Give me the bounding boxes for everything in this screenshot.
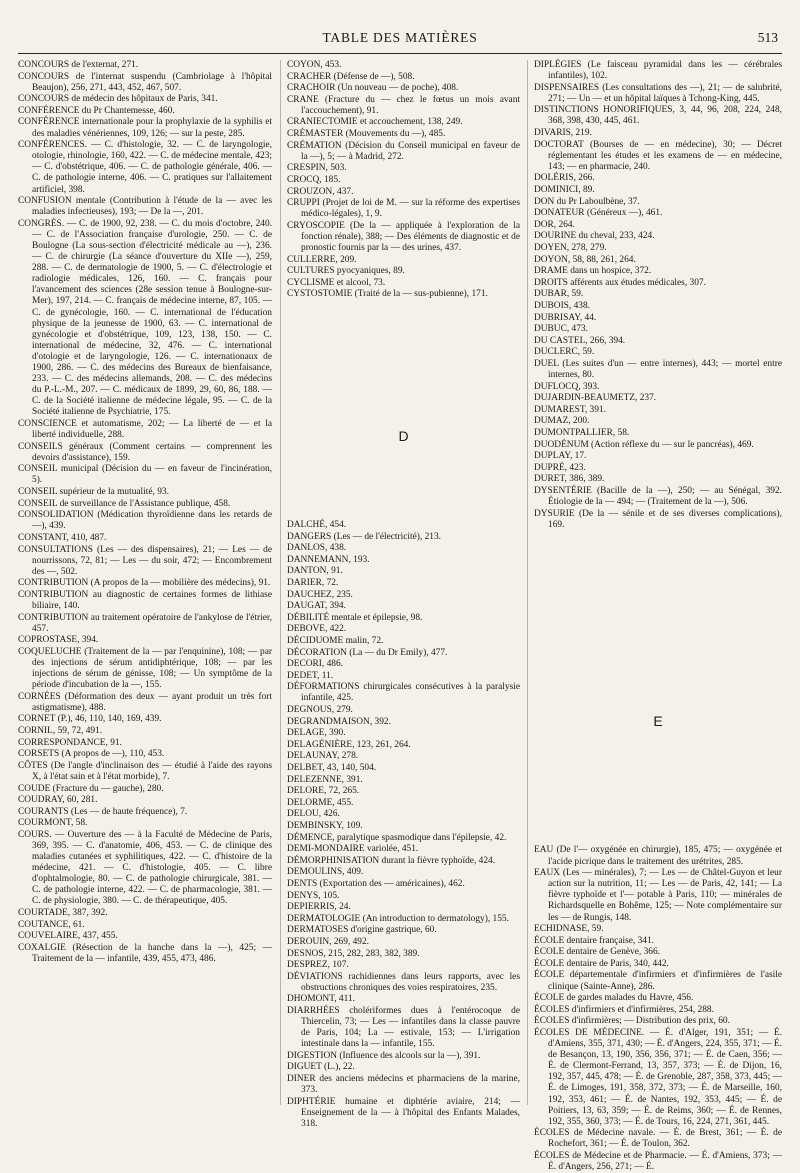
index-entry: DIGUET (L.), 22. [287, 1062, 355, 1073]
index-entry: COURS. — Ouverture des — à la Faculté de Médecine de Paris, 369, 395. — C. d'anatomie, 406, 453. — C. de clinique des maladies cutanées et syphilitiques, 422. — C. d'histoire de la médecine, 421. — C. d'histologie, 405. — C. libre d'ophtalmologie, 80. — C. de pathologie chirurgicale, 381. — C. de pathologie interne, 422. — C. de pharmacologie, 381. — C. de physiologie, 380. — C. de thérapeutique, 405. [18, 829, 272, 907]
index-entry: DIGESTION (Influence des alcools sur la —), 391. [287, 1050, 481, 1061]
index-entry: DUPRÉ, 423. [534, 462, 586, 473]
index-entry: COUTANCE, 61. [18, 919, 85, 930]
index-entry: DUFLOCQ, 393. [534, 381, 600, 392]
index-entry: DOYON, 58, 88, 261, 264. [534, 254, 636, 265]
index-entry: DRAME dans un hospice, 372. [534, 266, 652, 277]
index-entry: DOCTORAT (Bourses de — en médecine), 30; — Décret réglementant les études et les examens de — en médecine, 143; — en pharmacie, 240. [534, 139, 782, 172]
index-entry: CONSEIL supérieur de la mutualité, 93. [18, 487, 169, 498]
page-header [18, 30, 782, 48]
index-entry: DONATEUR (Généreux —), 461. [534, 208, 663, 219]
index-entry: DEMBINSKY, 109. [287, 821, 363, 831]
index-column-3 [527, 60, 782, 1173]
index-entry: DUBRISAY, 44. [534, 312, 597, 323]
index-entry: DUCLERC, 59. [534, 347, 595, 358]
header-rule [18, 53, 782, 54]
index-entry: ÉCOLES d'infirmières; — Distribution des prix, 60. [534, 1016, 730, 1027]
index-entry: ÉCOLES d'infirmiers et d'infirmières, 254, 288. [534, 1004, 714, 1015]
index-entry: DAUGAT, 394. [287, 601, 346, 612]
index-entry: CONTRIBUTION au traitement opératoire de l'ankylose de l'étrier, 457. [18, 612, 272, 634]
index-entry: CYCLISME et alcool, 73. [287, 277, 386, 288]
index-entry: CRESPIN, 503. [287, 163, 347, 174]
index-entry: CORNIL, 59, 72, 491. [18, 726, 103, 737]
index-entry: CONSOLIDATION (Médication thyroïdienne dans les retards de —), 439. [18, 510, 272, 532]
index-entry: DON du Pr Laboulbène, 37. [534, 196, 640, 207]
index-column-1 [18, 60, 272, 1105]
index-entry: DÉFORMATIONS chirurgicales consécutives à la paralysie infantile, 425. [287, 682, 520, 704]
index-entry: DOYEN, 278, 279. [534, 243, 607, 253]
index-entry: CONTRIBUTION (A propos de la — mobilière des médecins), 91. [18, 578, 271, 589]
index-entry: CONFÉRENCE internationale pour la prophylaxie de la syphilis et des maladies vénériennes, 109, 126; — sur la peste, 285. [18, 117, 272, 139]
index-entry: DEMI-MONDAIRE variolée, 451. [287, 844, 419, 855]
index-entry: DUBAR, 59. [534, 289, 584, 300]
running-title: TABLE DES MATIÈRES [322, 30, 478, 45]
index-entry: DAUCHEZ, 235. [287, 589, 353, 600]
index-entry: COPROSTASE, 394. [18, 635, 99, 646]
index-entry: DANNEMANN, 193. [287, 554, 370, 565]
page-number: 513 [757, 30, 778, 45]
index-entry: DEDET, 11. [287, 670, 334, 681]
index-entry: DUMAZ, 200. [534, 416, 590, 427]
index-entry: CYSTOSTOMIE (Traité de la — sus-pubienne), 171. [287, 289, 488, 300]
index-entry: DANTON, 91. [287, 566, 343, 577]
index-entry: DIPHTÉRIE humaine et diphtérie aviaire, 214; — Enseignement de la — à l'hôpital des Enfants Malades, 318. [287, 1096, 520, 1129]
index-entry: COURMONT, 58. [18, 818, 88, 829]
index-entry: CORSETS (A propos de —), 110, 453. [18, 749, 165, 760]
index-entry: CULTURES pyocyaniques, 89. [287, 266, 405, 277]
index-entry: DANLOS, 438. [287, 543, 347, 554]
section-letter-heading: D [398, 427, 409, 444]
index-entry: CRUPPI (Projet de loi de M. — sur la réforme des expertises médico-légales), 1, 9. [287, 198, 520, 220]
index-entry: DÉMORPHINISATION durant la fièvre typhoïde, 424. [287, 855, 496, 866]
index-entry: COUDE (Fracture du — gauche), 280. [18, 783, 164, 794]
index-entry: CORRESPONDANCE, 91. [18, 737, 122, 748]
index-entry: DROITS afférents aux études médicales, 307. [534, 277, 706, 288]
index-entry: DUODÉNUM (Action réflexe du — sur le pancréas), 469. [534, 439, 754, 450]
index-entry: DUBOIS, 438. [534, 300, 590, 311]
index-entry: CONSEIL municipal (Décision du — en faveur de l'incinération, 5). [18, 464, 272, 486]
index-entry: CROCQ, 185. [287, 174, 341, 185]
index-entry: DOR, 264. [534, 219, 575, 230]
index-entry: CONCOURS de médecin des hôpitaux de Paris, 341. [18, 94, 218, 105]
index-entry: COQUELUCHE (Traitement de la — par l'enquinine), 108; — par des injections de sérum antidiphtérique, 108; — par les injections de sérum de génisse, 108; — Un symptôme de la période d'incubation de la —, 155. [18, 646, 272, 691]
index-entry: DELORME, 455. [287, 797, 354, 808]
index-entry: DÉVIATIONS rachidiennes dans leurs rapports, avec les obstructions chroniques des voies respiratoires, 235. [287, 971, 520, 993]
index-entry: DENTS (Exportation des — américaines), 462. [287, 878, 465, 889]
index-entry: CRANE (Fracture du — chez le fœtus un mois avant l'accouchement), 91. [287, 94, 520, 116]
index-entry: DIVARIS, 219. [534, 128, 592, 139]
index-entry: DHOMONT, 411. [287, 994, 355, 1005]
index-entry: CONSEILS généraux (Comment certains — comprennent les devoirs d'assistance), 159. [18, 441, 272, 463]
index-entry: DISTINCTIONS HONORIFIQUES, 3, 44, 96, 208, 224, 248, 368, 398, 430, 445, 461. [534, 105, 782, 127]
index-entry: ÉCOLES DE MÉDECINE. — É. d'Alger, 191, 351; — É. d'Amiens, 355, 371, 430; — É. d'Angers, 224, 355, 371; — É. de Besançon, 13, 190, 356, 356, 371; — É. de Caen, 356; — É. de Clermont-Ferrand, 13, 357, 373; — É. de Dijon, 16, 192, 357, 445, 478; — É. de Grenoble, 287, 358, 373, 445; — É. de Limoges, 191, 358, 372, 373; — É. de Marseille, 160, 192, 353, 461; — É. de Nantes, 192, 353, 445; — É. de Poitiers, 13, 63, 359; — É. de Reims, 360; — É. de Rennes, 192, 355, 360, 373; — É. de Tours, 16, 224, 271, 361, 445. [534, 1027, 782, 1127]
index-entry: DEGRANDMAISON, 392. [287, 716, 391, 727]
index-entry: DUMONTPALLIER, 58. [534, 428, 630, 438]
index-entry: DENYS, 105. [287, 890, 340, 901]
index-column-2 [280, 60, 520, 1129]
index-entry: DÉBILITÉ mentale et épilepsie, 98. [287, 612, 423, 623]
index-entry: DÉCIDUOME malin, 72. [287, 636, 384, 646]
index-entry: ÉCOLE dentaire de Genève, 366. [534, 947, 660, 958]
index-entry: CRACHER (Défense de —), 508. [287, 71, 415, 82]
index-entry: CONCOURS de l'internat suspendu (Cambriolage à l'hôpital Beaujon), 256, 271, 443, 452, 467, 507. [18, 71, 272, 93]
index-entry: DYSENTÉRIE (Bacille de la —), 250; — au Sénégal, 392. Étiologie de la — 494; — (Traitement de la —), 506. [534, 485, 782, 508]
index-entry: CONSCIENCE et automatisme, 202; — La liberté de — et la liberté individuelle, 288. [18, 419, 272, 441]
index-entry: DISPENSAIRES (Les consultations des —), 21; — de salubrité, 271; — Un — et un hôpital laïques à Tchong-King, 445. [534, 82, 782, 104]
index-entry: DOMINICI, 89. [534, 185, 595, 196]
index-entry: DEGNOUS, 279. [287, 705, 353, 716]
index-entry: DÉMENCE, paralytique spasmodique dans l'épilepsie, 42. [287, 832, 507, 843]
index-entry: DELEZENNE, 391. [287, 774, 363, 785]
index-entry: CORNÉES (Déformation des deux — ayant produit un très fort astigmatisme), 488. [18, 691, 272, 713]
index-entry: DELAGÉNIÈRE, 123, 261, 264. [287, 739, 411, 750]
index-entry: ECHIDNASE, 59. [534, 924, 604, 935]
index-entry: CRÉMATION (Décision du Conseil municipal en faveur de la —), 5; — à Madrid, 272. [287, 140, 520, 162]
index-entry: COUDRAY, 60, 281. [18, 795, 98, 806]
index-entry: DOURINE du cheval, 233, 424. [534, 231, 655, 242]
index-entry: CÔTES (De l'angle d'inclinaison des — étudié à l'aide des rayons X, à l'état sain et à l'état morbide), 7. [18, 760, 272, 782]
index-entry: DEMOULINS, 409. [287, 867, 364, 878]
index-entry: DEPIERRIS, 24. [287, 902, 351, 913]
index-entry: DU CASTEL, 266, 394. [534, 335, 626, 346]
index-entry: DOLÉRIS, 266. [534, 173, 595, 184]
index-entry: CONFUSION mentale (Contribution à l'étude de la — avec les maladies infectieuses), 193; — De la —, 201. [18, 196, 272, 218]
index-entry: CONSULTATIONS (Les — des dispensaires), 21; — Les — de nourrissons, 72, 81; — Les — du soir, 472; — Encombrement des —, 502. [18, 544, 272, 577]
index-entry: DALCHÉ, 454. [287, 520, 347, 531]
index-entry: COUVELAIRE, 437, 455. [18, 931, 118, 942]
section-letter-heading: E [653, 713, 663, 730]
index-entry: ÉCOLE dentaire de Paris, 340, 442. [534, 958, 669, 969]
index-entry: CONSTANT, 410, 487. [18, 532, 107, 543]
index-entry: CRANIECTOMIE et accouchement, 138, 249. [287, 117, 463, 128]
index-entry: ÉCOLE de gardes malades du Havre, 456. [534, 993, 694, 1004]
index-entry: DELAGE, 390. [287, 728, 346, 739]
index-entry: CONSEIL de surveillance de l'Assistance publique, 458. [18, 498, 231, 509]
index-entry: EAU (De l'— oxygénée en chirurgie), 185, 475; — oxygénée et l'acide picrique dans le traitement des urétrites, 285. [534, 845, 782, 867]
index-entry: ÉCOLES de Médecine et de Pharmacie. — É. d'Amiens, 373; — É. d'Angers, 256, 271; — É. [534, 1150, 782, 1173]
index-entry: DUPLAY, 17. [534, 451, 587, 462]
index-entry: ÉCOLES de Médecine navale. — É. de Brest, 361; — É. de Rochefort, 361; — É. de Toulon, 362. [534, 1128, 782, 1150]
index-entry: DIPLÉGIES (Le faisceau pyramidal dans les — cérébrales infantiles), 102. [534, 60, 782, 82]
index-entry: COXALGIE (Résection de la hanche dans la —), 425; — Traitement de la — infantile, 439, 455, 473, 486. [18, 942, 272, 964]
index-entry: CRACHOIR (Un nouveau — de poche), 408. [287, 83, 459, 94]
index-entry: COURANTS (Les — de haute fréquence), 7. [18, 806, 188, 817]
index-entry: DELOU, 426. [287, 809, 340, 820]
index-entry: DUMAREST, 391. [534, 404, 606, 415]
index-entry: CONFÉRENCES. — C. d'histologie, 32. — C. de laryngologie, otologie, rhinologie, 160, 422. — C. de médecine mentale, 423;— C. d'obstétrique, 406. — C. de pathologie générale, 406. — C. de pathologie interne, 406. — C. pratiques sur l'allaitement artificiel, 398. [18, 140, 272, 195]
index-entry: DINER des anciens médecins et pharmaciens de la marine, 373. [287, 1074, 520, 1096]
index-entry: DYSURIE (De la — sénile et de ses diverses complications), 169. [534, 508, 782, 530]
index-entry: CONFÉRENCE du Pr Chantemesse, 460. [18, 105, 175, 116]
index-entry: DERMATOLOGIE (An introduction to dermatology), 155. [287, 913, 509, 924]
index-entry: DELBET, 43, 140, 504. [287, 763, 377, 774]
index-entry: DELORE, 72, 265. [287, 786, 360, 797]
index-entry: DÉCORATION (La — du Dr Emily), 477. [287, 647, 448, 658]
index-entry: CRYOSCOPIE (De la — appliquée à l'exploration de la fonction rénale), 388; — Des éléments de diagnostic et de pronostic fournis par la — des urines, 437. [287, 220, 520, 253]
index-entry: COYON, 453. [287, 60, 342, 70]
index-entry: DEBOVE, 422. [287, 624, 347, 635]
index-entry: CRÉMASTER (Mouvements du —), 485. [287, 129, 446, 140]
index-entry: DIARRHÉES cholériformes dues à l'entérocoque de Thiercelin, 73; — Les — infantiles dans la classe pauvre de Paris, 104; La — estivale, 153; — L'irrigation intestinale dans la — infantile, 155. [287, 1006, 520, 1050]
index-entry: ÉCOLE départementale d'infirmiers et d'infirmières de l'asile clinique (Sainte-Anne), 286. [534, 970, 782, 992]
index-entry: CROUZON, 437. [287, 186, 354, 197]
index-entry: DUEL (Les suites d'un — entre internes), 443; — mortel entre internes, 80. [534, 358, 782, 381]
index-entry: DANGERS (Les — de l'électricité), 213. [287, 531, 441, 542]
index-entry: DECORI, 486. [287, 659, 343, 670]
index-entry: DELAUNAY, 278. [287, 751, 359, 762]
index-entry: ÉCOLE dentaire française, 341. [534, 935, 655, 946]
index-entry: COURTADE, 387, 392. [18, 908, 108, 919]
index-entry: EAUX (Les — minérales), 7; — Les — de Châtel-Guyon et leur action sur la nutrition, 11; — Les — de Paris, 42, 141; — La fièvre typhoïde et l'— potable à Paris, 110; — minérales de Richardsquelle en Bohême, 125; — Note complémentaire sur les — de Rungis, 148. [534, 868, 782, 923]
index-entry: CORNET (P.), 46, 110, 140, 169, 439. [18, 714, 162, 725]
index-entry: DUBUC, 473. [534, 324, 588, 335]
index-entry: DARIER, 72. [287, 578, 339, 589]
index-entry: DUJARDIN-BEAUMETZ, 237. [534, 393, 657, 404]
index-entry: DESNOS, 215, 282, 283, 382, 389. [287, 948, 420, 959]
index-entry: DURET, 386, 389. [534, 474, 605, 485]
index-entry: DERMATOSES d'origine gastrique, 60. [287, 925, 437, 936]
index-entry: CONCOURS de l'externat, 271. [18, 60, 139, 70]
index-entry: DEROUIN, 269, 492. [287, 936, 370, 947]
index-entry: CULLERRE, 209. [287, 254, 357, 265]
index-entry: CONGRÈS. — C. de 1900, 92, 238. — C. du mois d'octobre, 240. — C. de l'Association française d'urologie, 250. — C. de Boulogne (La sous-section d'électricité médicale au —), 236. — C. de chirurgie (La séance d'ouverture du XIIe —), 259, 288. — C. de dermatologie de 1900, 5. — C. d'électrologie et radiologie médicales, 126, 160. — C. français pour l'avancement des sciences (28e session tenue à Boulogne-sur-Mer), 197, 214. — C. français de médecine interne, 87, 105. — C. de gynécologie, 160. — C. international de l'éducation physique de la jeunesse de 1900, 63. — C. international de gynécologie et d'obstétrique, 109, 123, 138, 150. — C. international de médecine, 32, 476. — C. international d'otologie et de laryngologie, 126. — C. internationaux de 1900, 286. — C. des médecins des Bureaux de bienfaisance, 233. — C. des médecins allemands, 208. — C. des médecins du P.-L.-M., 207. — C. médicaux de 1899, 29, 60, 86, 188. — C. de la Société italienne de médecine légale, 95. — C. de la Société italienne de Psychiatrie, 175. [18, 218, 272, 418]
index-entry: DESPREZ, 107. [287, 960, 349, 971]
index-entry: CONTRIBUTION au diagnostic de certaines formes de lithiase biliaire, 140. [18, 589, 272, 611]
